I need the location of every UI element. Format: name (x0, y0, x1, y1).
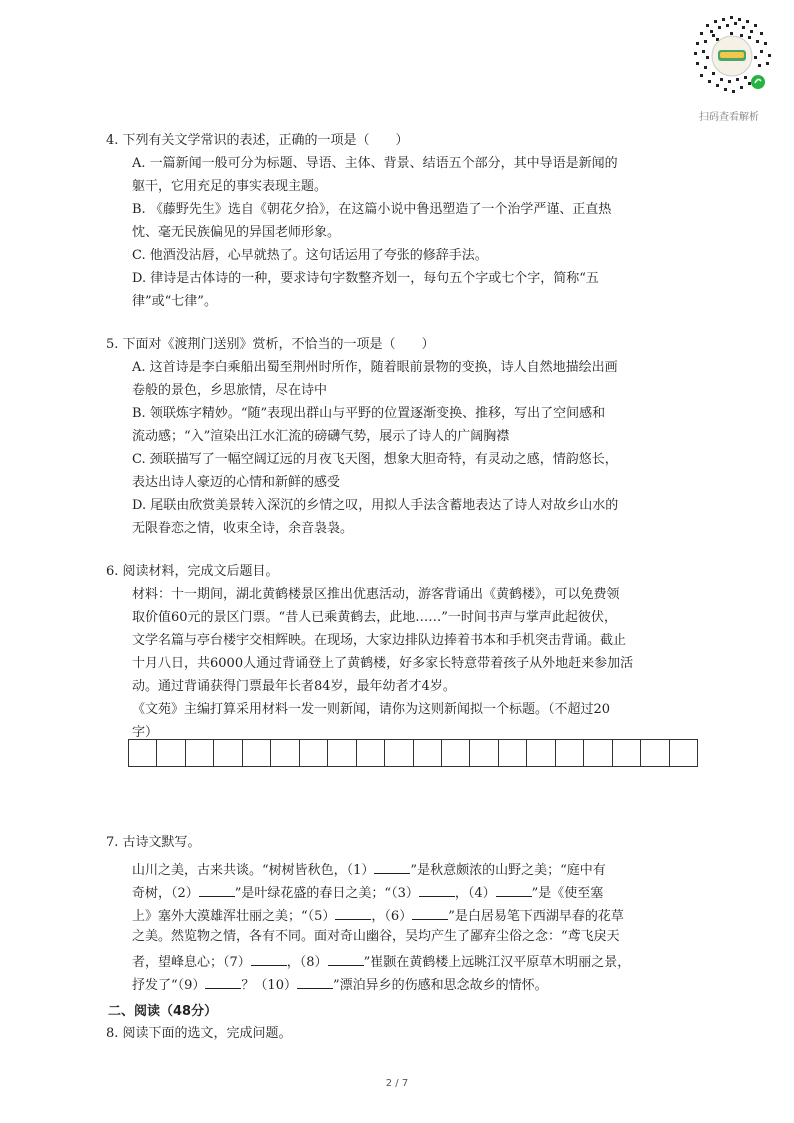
question-stem: 8. 阅读下面的选文，完成问题。 (106, 1026, 292, 1041)
option-b-line2: 忱、毫无民族偏见的异国老师形象。 (132, 225, 341, 240)
option-d-line1: D. 律诗是古体诗的一种，要求诗句字数整齐划一，每句五个字或七个字，简称“五 (132, 271, 599, 286)
dictation-text: ”是叶绿花盛的春日之美；“（3） (234, 886, 419, 901)
blank-2[interactable] (199, 882, 235, 897)
dictation-line-5 (132, 951, 630, 972)
answer-cell[interactable] (243, 740, 271, 766)
dictation-text: ”是秋意颇浓的山野之美；“庭中有 (410, 863, 606, 878)
dictation-line-1 (132, 859, 606, 880)
blank-4[interactable] (496, 882, 532, 897)
option-c-line1: C. 颈联描写了一幅空阔辽远的月夜飞天图，想象大胆奇特，有灵动之感，情韵悠长， (132, 452, 618, 467)
question-stem: 6. 阅读材料，完成文后题目。 (106, 564, 279, 579)
material-line: 文学名篇与亭台楼宇交相辉映。在现场，大家边排队边捧着书本和手机突击背诵。截止 (132, 633, 627, 648)
option-a-line1: A. 这首诗是李白乘船出蜀至荆州时所作，随着眼前景物的变换，诗人自然地描绘出画 (132, 360, 618, 375)
option-d-line1: D. 尾联由欣赏美景转入深沉的乡情之叹，用拟人手法含蓄地表达了诗人对故乡山水的 (132, 498, 619, 513)
option-a-line1: A. 一篇新闻一般可分为标题、导语、主体、背景、结语五个部分，其中导语是新闻的 (132, 156, 618, 171)
question-stem: 7. 古诗文默写。 (106, 835, 201, 850)
dictation-text: 奇树，（2） (132, 886, 199, 901)
question-stem: 5. 下面对《渡荆门送别》赏析，不恰当的一项是（ ） (106, 337, 435, 352)
dictation-text: ”是《使至塞 (531, 886, 604, 901)
answer-cell[interactable] (641, 740, 669, 766)
qr-caption: 扫码查看解析 (699, 112, 759, 123)
dictation-text: 山川之美，古来共谈。“树树皆秋色，（1） (132, 863, 375, 878)
answer-cell[interactable] (584, 740, 612, 766)
option-b-line1: B. 《藤野先生》选自《朝花夕拾》，在这篇小说中鲁迅塑造了一个治学严谨、正直热 (132, 202, 612, 217)
dictation-text: ”是白居易笔下西湖早春的花草 (448, 909, 624, 924)
blank-5[interactable] (335, 905, 371, 920)
option-c-line2: 表达出诗人豪迈的心情和新鲜的感受 (132, 475, 341, 490)
answer-cell[interactable] (442, 740, 470, 766)
option-a-line2: 卷般的景色，乡思旅情，尽在诗中 (132, 383, 328, 398)
dictation-text: 上》塞外大漠雄浑壮丽之美；“（5） (132, 909, 336, 924)
blank-10[interactable] (297, 974, 333, 989)
answer-cell[interactable] (157, 740, 185, 766)
blank-6[interactable] (412, 905, 448, 920)
answer-cell[interactable] (214, 740, 242, 766)
dictation-line-2 (132, 882, 603, 903)
dictation-line-4: 之美。然览物之情，各有不同。面对奇山幽谷，吴均产生了鄙弃尘俗之念：“鸢飞戾天 (132, 929, 620, 944)
dictation-line-6 (132, 974, 548, 995)
blank-1[interactable] (374, 859, 410, 874)
option-a-line2: 躯干，它用充足的事实表现主题。 (132, 179, 328, 194)
dictation-line-3 (132, 905, 624, 926)
answer-cell[interactable] (129, 740, 157, 766)
dictation-text: 抒发了“（9） (132, 978, 206, 993)
answer-cell[interactable] (556, 740, 584, 766)
blank-7[interactable] (251, 951, 287, 966)
dictation-text: ”崔颢在黄鹤楼上远眺江汉平原草木明丽之景， (363, 955, 631, 970)
answer-cell[interactable] (527, 740, 555, 766)
answer-cell[interactable] (414, 740, 442, 766)
page-number: 2 / 7 (385, 1078, 409, 1089)
blank-9[interactable] (205, 974, 241, 989)
answer-cell[interactable] (385, 740, 413, 766)
option-d-line2: 无限眷恋之情，收束全诗，余音袅袅。 (132, 521, 354, 536)
dictation-text: ，（8） (286, 955, 328, 970)
answer-cell[interactable] (328, 740, 356, 766)
option-d-line2: 律”或“七律”。 (132, 294, 217, 309)
dictation-text: ？（10） (241, 978, 297, 993)
dictation-text: ，（6） (371, 909, 413, 924)
answer-cell[interactable] (613, 740, 641, 766)
dictation-text: ”漂泊异乡的伤感和思念故乡的情怀。 (332, 978, 548, 993)
blank-8[interactable] (328, 951, 364, 966)
material-line: 十月八日，共6000人通过背诵登上了黄鹤楼，好多家长特意带着孩子从外地赶来参加活 (132, 656, 634, 671)
option-c-line1: C. 他酒没沾唇，心早就热了。这句话运用了夸张的修辞手法。 (132, 248, 488, 263)
section-heading: 二、阅读（48分） (108, 1004, 218, 1019)
answer-cell[interactable] (670, 740, 697, 766)
question-stem: 4. 下列有关文学常识的表述，正确的一项是（ ） (106, 133, 409, 148)
material-line: 取价值60元的景区门票。“昔人已乘黄鹤去，此地……”一时间书声与掌声此起彼伏， (132, 610, 617, 625)
task-line: 《文苑》主编打算采用材料一发一则新闻，请你为这则新闻拟一个标题。（不超过20 (132, 702, 611, 717)
task-line: 字） (132, 725, 159, 740)
material-line: 材料：十一期间，湖北黄鹤楼景区推出优惠活动，游客背诵出《黄鹤楼》，可以免费领 (132, 587, 620, 602)
dictation-text: 者，望峰息心；（7） (132, 955, 251, 970)
answer-cell[interactable] (499, 740, 527, 766)
qr-code-mini-program-icon[interactable] (686, 10, 778, 102)
qr-code-area[interactable] (686, 10, 778, 123)
dictation-text: ，（4） (454, 886, 496, 901)
material-line: 动。通过背诵获得门票最年长者84岁，最年幼者才4岁。 (132, 679, 456, 694)
answer-cell[interactable] (271, 740, 299, 766)
answer-cell[interactable] (470, 740, 498, 766)
option-b-line2: 流动感；“入”渲染出江水汇流的磅礴气势，展示了诗人的广阔胸襟 (132, 429, 510, 444)
blank-3[interactable] (419, 882, 455, 897)
option-b-line1: B. 领联炼字精妙。“随”表现出群山与平野的位置逐渐变换、推移，写出了空间感和 (132, 406, 606, 421)
answer-cell[interactable] (300, 740, 328, 766)
answer-grid[interactable] (128, 739, 698, 767)
answer-cell[interactable] (186, 740, 214, 766)
answer-cell[interactable] (357, 740, 385, 766)
